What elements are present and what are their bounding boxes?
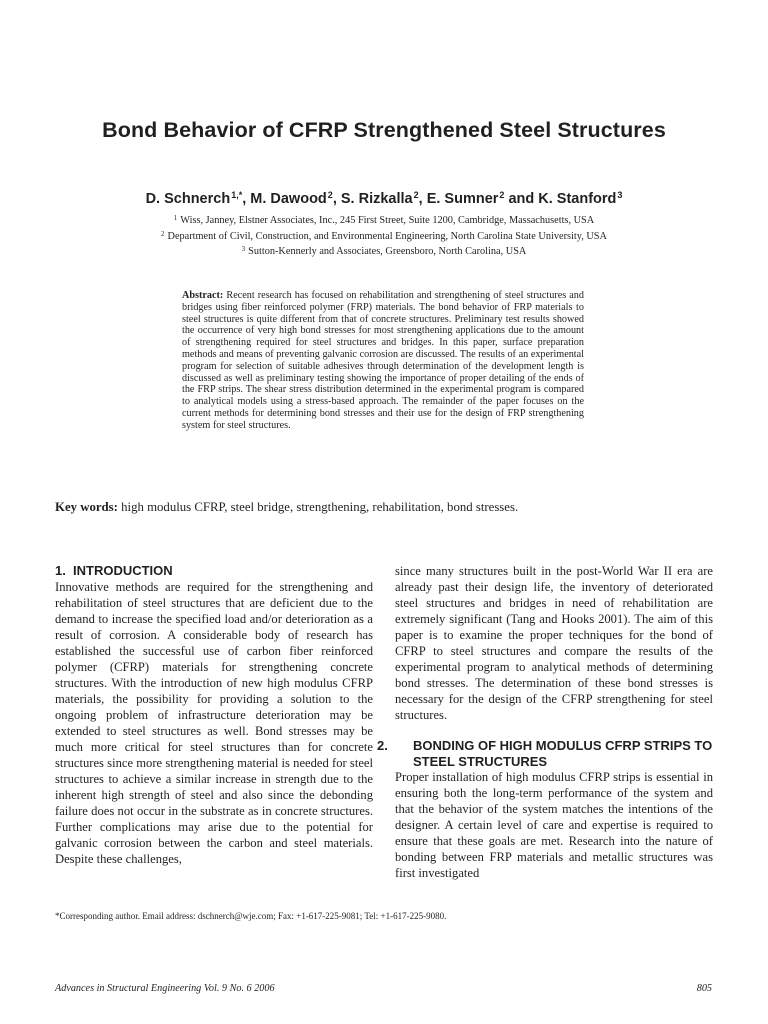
author-name: K. Stanford [538,191,617,207]
intro-paragraph: Innovative methods are required for the strengthening and rehabilitation of steel structures that are deficient due to the demand to increase the specified load and/or deterioration as a result of corrosion. A considerable body of research has established the successful use of carbon fiber reinforced polymer (CFRP) materials for strengthening concrete structures. With the introduction of new high modulus CFRP materials, the possibility for providing a solution to the ongoing problem of infrastructure deterioration may be extended to steel structures as well. Bond stresses may be much more critical for steel structures than for concrete structures since more strengthening material is needed for steel structures to achieve a similar increase in strength due to the inherent high strength of steel and also since the debonding failure does not occur in the substrate as in concrete structures. Further complications may arise due to the potential for galvanic corrosion between the carbon and steel materials. Despite these challenges, [55,579,373,866]
author-separator: , [418,191,427,207]
section-title: BONDING OF HIGH MODULUS CFRP STRIPS TO STEEL STRUCTURES [413,738,713,769]
affiliation-text: Sutton-Kennerly and Associates, Greensboro, North Carolina, USA [248,246,527,257]
affiliation-mark: 3 [241,245,246,253]
journal-footer: Advances in Structural Engineering Vol. 9 No. 6 2006 [55,983,275,994]
author-affiliation-mark: 2 [327,190,333,200]
affiliation-mark: 2 [161,229,165,238]
column-right [377,563,713,881]
corresponding-author-footnote: *Corresponding author. Email address: dschnerch@wje.com; Fax: +1-617-225-9081; Tel: +1-617-225-9080. [55,911,447,921]
section-number: 1. [55,563,66,578]
section-gap [395,723,713,738]
affiliation-line [0,244,768,260]
section-heading-bonding [377,738,713,769]
author-list [0,191,768,207]
bonding-paragraph: Proper installation of high modulus CFRP strips is essential in ensuring both the long-term performance of the system and that the behavior of the system matches the intentions of the designer. A certain level of care and expertise is required to ensure that these goals are met. Research into the nature of bonding between FRP materials and metallic structures was first investigated [395,770,713,880]
author-name: M. Dawood [250,191,327,207]
abstract [182,290,584,432]
keywords [55,500,715,515]
author-name: S. Rizkalla [340,191,413,207]
section-title: INTRODUCTION [73,563,173,578]
abstract-label: Abstract: [182,290,224,301]
affiliation-line [0,229,768,245]
author-separator: , [332,191,341,207]
author-affiliation-mark: 2 [413,190,419,200]
page-number: 805 [696,983,712,994]
affiliation-text: Wiss, Janney, Elstner Associates, Inc., 245 First Street, Suite 1200, Cambridge, Massachusetts, USA [180,215,595,226]
affiliation-line [0,213,768,229]
author-separator: , [242,191,251,207]
keywords-text: high modulus CFRP, steel bridge, strengthening, rehabilitation, bond stresses. [117,500,519,514]
affiliation-mark: 1 [173,214,178,222]
author-affiliation-mark: 2 [499,190,505,200]
section-number: 2. [377,738,388,753]
author-affiliation-mark: 3 [617,190,623,200]
section-heading-introduction [55,563,373,579]
affiliation-text: Department of Civil, Construction, and Environmental Engineering, North Carolina State University, USA [167,230,607,242]
author-separator: and [504,191,539,207]
abstract-text: Recent research has focused on rehabilitation and strengthening of steel structures and bridges using fiber reinforced polymer (FRP) materials. The bond behavior of FRP materials to steel structures is quite different from that of concrete structures. Preliminary test results showed the occurrence of very high bond stresses for most strengthening applications due to the amount of strengthening required for steel structures and bridges. In this paper, surface preparation methods and means of preventing galvanic corrosion are discussed. The results of an experimental program for selection of suitable adhesives through determination of the development length is discussed as well as preliminary testing showing the importance of proper detailing of the ends of the FRP strips. The shear stress distribution determined in the experimental program is compared to analytical models using a stress-based approach. The remainder of the paper focuses on the current methods for determining bond stresses and their use for the design of FRP strengthening system for steel structures. [182,290,584,431]
column-left [55,563,373,867]
author-affiliation-mark: 1,* [231,190,243,200]
paper-title: Bond Behavior of CFRP Strengthened Steel Structures [102,118,666,142]
intro-paragraph-continued: since many structures built in the post-World War II era are already past their design life, the inventory of deteriorated steel structures and bridges in need of rehabilitation are extremely significant (Tang and Hooks 2001). The aim of this paper is to examine the proper techniques for the bond of CFRP to steel structures and compare the results of the experimental program to analytical methods of determining bond stresses. The determination of these bond stresses is necessary for the design of the CFRP strengthening for steel structures. [395,564,713,722]
affiliation-list [0,213,768,260]
author-name: E. Sumner [426,191,499,207]
author-name: D. Schnerch [145,191,231,207]
keywords-label: Key words: [55,500,118,514]
